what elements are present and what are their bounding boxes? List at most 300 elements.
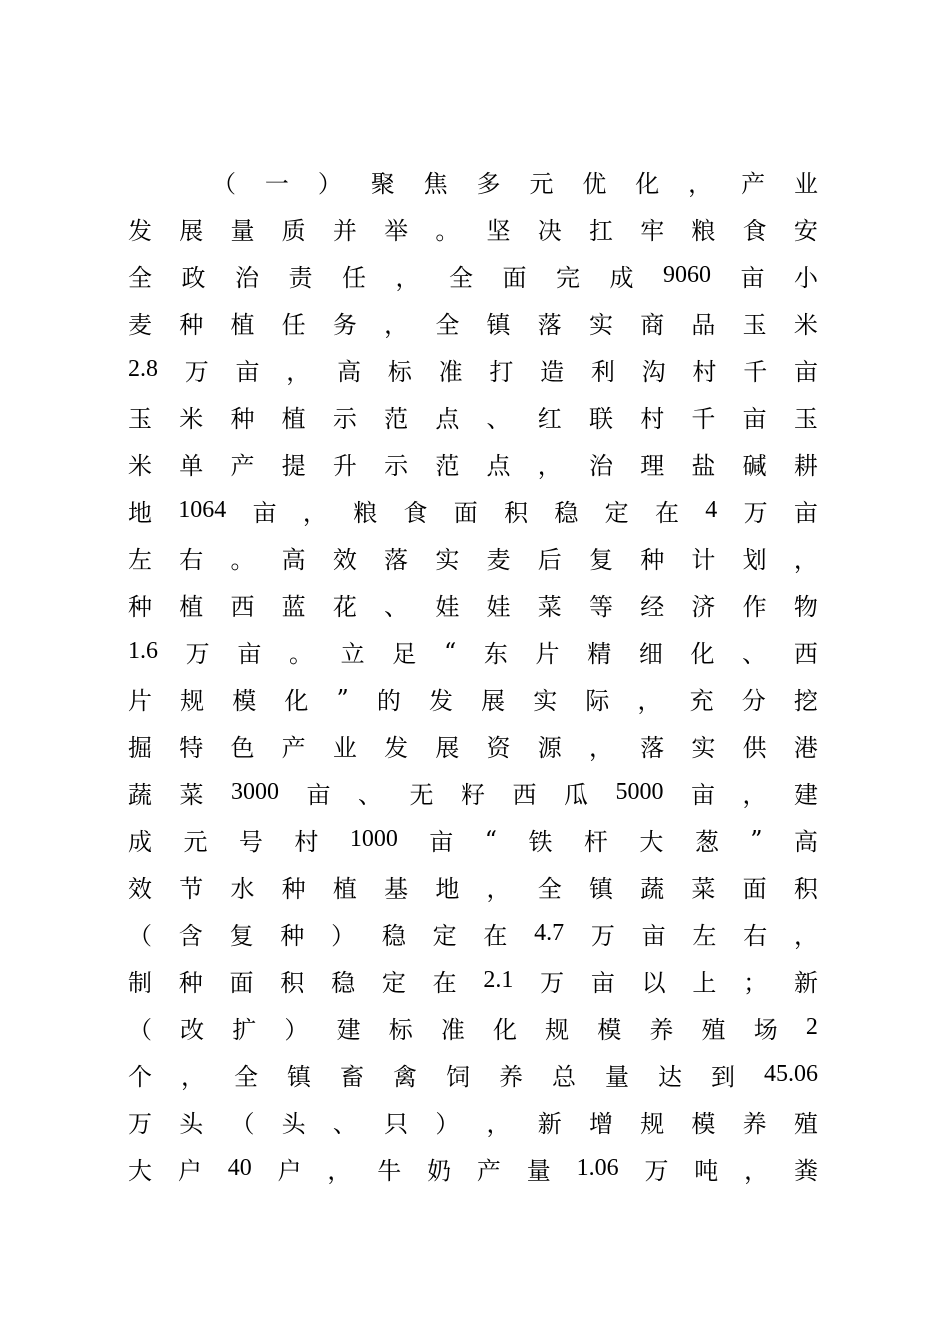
text-token: 的 [376, 687, 401, 715]
text-token: 东 [483, 640, 508, 668]
text-token: 掘 [128, 734, 152, 762]
text-token: 万 [644, 1157, 669, 1185]
text-token: 产 [281, 734, 306, 762]
text-token: 产 [741, 170, 766, 198]
text-token: 菜 [537, 593, 562, 621]
text-token: 量 [526, 1157, 551, 1185]
text-token: 千 [691, 405, 716, 433]
text-token: 麦 [486, 546, 511, 574]
text-token: 片 [535, 640, 560, 668]
text-token: 种 [640, 546, 665, 574]
text-token: 亩 [429, 828, 454, 856]
text-token: 在 [654, 499, 679, 527]
text-line [128, 205, 818, 252]
text-token: 禽 [393, 1063, 417, 1091]
text-token: 际 [585, 687, 610, 715]
text-token: ， [384, 311, 409, 339]
text-token: 在 [432, 969, 457, 997]
text-token: 积 [504, 499, 529, 527]
text-token: 扩 [232, 1016, 257, 1044]
text-token: 杆 [583, 828, 608, 856]
text-token: 作 [742, 593, 767, 621]
text-token: 户 [277, 1157, 302, 1185]
text-token: 户 [177, 1157, 202, 1185]
text-token: 务 [332, 311, 357, 339]
text-token: 充 [689, 687, 714, 715]
text-token: 责 [288, 264, 313, 292]
text-token: ， [537, 452, 562, 480]
text-token: 场 [753, 1016, 778, 1044]
text-token: 化 [690, 640, 715, 668]
text-token: 利 [590, 358, 615, 386]
text-token: 准 [438, 358, 463, 386]
text-token: 展 [179, 217, 204, 245]
text-token: 多 [476, 170, 501, 198]
text-token: （ [128, 1016, 152, 1044]
text-token: ， [327, 1157, 352, 1185]
text-token: 规 [180, 687, 205, 715]
text-token: ， [395, 264, 420, 292]
text-token: 量 [605, 1063, 629, 1091]
text-token: 特 [179, 734, 204, 762]
text-token: 村 [692, 358, 717, 386]
text-token: 以 [641, 969, 666, 997]
text-token: 基 [384, 875, 409, 903]
text-token: 等 [588, 593, 613, 621]
text-token: 规 [545, 1016, 570, 1044]
text-token: 40 [227, 1155, 252, 1181]
text-token: （ [230, 1110, 255, 1138]
text-token: 模 [232, 687, 257, 715]
text-token: 粪 [793, 1157, 818, 1185]
text-token: 头 [179, 1110, 204, 1138]
text-token: 立 [340, 640, 365, 668]
text-token: 畜 [340, 1063, 364, 1091]
text-token: 蔬 [128, 781, 152, 809]
text-token: 殖 [793, 1110, 818, 1138]
text-token: 葱 [694, 828, 719, 856]
text-line [128, 534, 818, 581]
text-token: 聚 [370, 170, 395, 198]
text-token: 蓝 [281, 593, 306, 621]
text-token: 稳 [331, 969, 356, 997]
text-token: 2.8 [128, 356, 158, 382]
text-token: 。 [230, 546, 255, 574]
text-token: 示 [332, 405, 357, 433]
text-token: 亩 [306, 781, 331, 809]
text-token: 定 [432, 922, 457, 950]
text-token: 发 [384, 734, 409, 762]
text-token: 亩 [237, 640, 262, 668]
text-token: 并 [332, 217, 357, 245]
text-token: 计 [691, 546, 716, 574]
text-token: 效 [128, 875, 152, 903]
text-token: 全 [128, 264, 152, 292]
text-token: 足 [392, 640, 417, 668]
text-token: 细 [638, 640, 663, 668]
text-line [128, 769, 818, 816]
text-token: 积 [793, 875, 818, 903]
text-token: 。 [435, 217, 460, 245]
text-token: 济 [691, 593, 716, 621]
text-token: 展 [435, 734, 460, 762]
text-token: 标 [388, 1016, 413, 1044]
text-token: 花 [332, 593, 357, 621]
text-token: 高 [794, 828, 818, 856]
text-token: 提 [281, 452, 306, 480]
text-token: 红 [537, 405, 562, 433]
text-token: 左 [128, 546, 152, 574]
text-token: 供 [742, 734, 767, 762]
text-token: 亩 [641, 922, 666, 950]
text-token: 一 [264, 170, 289, 198]
text-token: 点 [486, 452, 511, 480]
text-token: 、 [486, 405, 511, 433]
text-token: 安 [793, 217, 818, 245]
text-token: 改 [180, 1016, 205, 1044]
text-token: 面 [742, 875, 767, 903]
text-line [128, 957, 818, 1004]
text-token: 养 [499, 1063, 523, 1091]
text-token: 发 [429, 687, 454, 715]
text-token: 万 [590, 922, 615, 950]
text-token: 娃 [435, 593, 460, 621]
text-line [128, 487, 818, 534]
text-token: 1064 [178, 497, 227, 523]
text-token: ） [331, 922, 356, 950]
text-token: 产 [230, 452, 255, 480]
text-token: 节 [179, 875, 204, 903]
text-token: 千 [743, 358, 768, 386]
text-token: 稳 [381, 922, 406, 950]
text-token: ， [793, 922, 818, 950]
text-token: 奶 [427, 1157, 452, 1185]
text-token: 牛 [377, 1157, 402, 1185]
text-token: 联 [588, 405, 613, 433]
text-token: 落 [384, 546, 409, 574]
text-line [128, 393, 818, 440]
text-token: 西 [512, 781, 537, 809]
text-token: 效 [332, 546, 357, 574]
text-token: 新 [537, 1110, 562, 1138]
text-token: 镇 [486, 311, 511, 339]
text-token: 化 [284, 687, 309, 715]
text-token: 玉 [742, 311, 767, 339]
text-token: （ [128, 922, 152, 950]
text-token: 2.1 [483, 967, 514, 993]
text-token: 建 [336, 1016, 361, 1044]
text-token: 优 [582, 170, 607, 198]
text-token: 镇 [287, 1063, 311, 1091]
text-token: 量 [230, 217, 255, 245]
text-token: 水 [230, 875, 255, 903]
text-token: 9060 [663, 262, 711, 288]
text-token: 植 [179, 593, 204, 621]
text-token: 成 [128, 828, 152, 856]
text-token: 定 [604, 499, 629, 527]
text-token: 1.6 [128, 638, 158, 664]
text-token: 碱 [742, 452, 767, 480]
text-token: 亩 [252, 499, 277, 527]
text-token: 、 [332, 1110, 357, 1138]
text-token: 亩 [793, 499, 818, 527]
text-token: 全 [449, 264, 473, 292]
text-token: 种 [179, 311, 204, 339]
text-token: 种 [128, 593, 152, 621]
text-line [128, 1004, 818, 1051]
text-token: 焦 [423, 170, 448, 198]
text-token: ） [284, 1016, 309, 1044]
text-token: ， [181, 1063, 205, 1091]
text-token: 面 [502, 264, 527, 292]
text-token: 定 [381, 969, 406, 997]
text-token: 大 [128, 1157, 152, 1185]
text-token: 全 [234, 1063, 258, 1091]
text-token: 实 [435, 546, 460, 574]
text-token: 规 [640, 1110, 665, 1138]
text-token: 万 [540, 969, 565, 997]
text-token: 政 [181, 264, 206, 292]
text-token: 地 [435, 875, 460, 903]
text-token: 源 [537, 734, 562, 762]
text-token: 范 [435, 452, 460, 480]
text-token: 物 [793, 593, 818, 621]
text-token: 业 [793, 170, 818, 198]
text-token: 制 [128, 969, 152, 997]
text-token: 玉 [793, 405, 818, 433]
text-token: 单 [179, 452, 204, 480]
text-token: 籽 [461, 781, 485, 809]
text-token: “ [484, 825, 497, 854]
text-line [128, 675, 818, 722]
text-token: 展 [481, 687, 506, 715]
text-line [128, 863, 818, 910]
text-token: 铁 [528, 828, 553, 856]
body-paragraph [128, 158, 818, 1192]
text-token: ” [336, 684, 349, 713]
text-token: 落 [640, 734, 665, 762]
text-token: ， [302, 499, 327, 527]
text-token: 村 [294, 828, 319, 856]
text-token: 盐 [691, 452, 716, 480]
text-token: 落 [537, 311, 562, 339]
text-token: 头 [281, 1110, 306, 1138]
text-token: 实 [691, 734, 716, 762]
text-token: 种 [280, 922, 305, 950]
text-token: ， [688, 170, 713, 198]
text-token: 瓜 [564, 781, 588, 809]
text-token: 后 [537, 546, 562, 574]
text-token: 4 [705, 497, 718, 523]
text-token: 4.7 [534, 920, 565, 946]
text-token: 色 [230, 734, 255, 762]
text-token: 发 [128, 217, 152, 245]
text-token: 无 [409, 781, 434, 809]
text-token: 积 [280, 969, 305, 997]
text-token: 西 [230, 593, 255, 621]
text-token: 种 [281, 875, 306, 903]
text-token: ； [743, 969, 768, 997]
text-line [128, 910, 818, 957]
text-token: 商 [640, 311, 665, 339]
text-token: 亩 [235, 358, 260, 386]
text-token: 左 [692, 922, 717, 950]
text-token: 到 [711, 1063, 735, 1091]
text-token: 复 [588, 546, 613, 574]
text-token: 1000 [349, 826, 398, 852]
text-token: 含 [178, 922, 203, 950]
text-token: 亩 [793, 358, 818, 386]
text-token: 范 [384, 405, 409, 433]
text-token: 标 [387, 358, 412, 386]
text-token: 牢 [640, 217, 665, 245]
text-line [128, 581, 818, 628]
text-token: 业 [332, 734, 357, 762]
text-line [128, 346, 818, 393]
text-token: 食 [742, 217, 767, 245]
text-token: 造 [540, 358, 565, 386]
text-token: 养 [649, 1016, 674, 1044]
text-token: 片 [128, 687, 152, 715]
text-token: 坚 [486, 217, 511, 245]
text-token: 5000 [615, 779, 664, 805]
text-token: ） [317, 170, 342, 198]
text-token: 决 [537, 217, 562, 245]
text-token: 分 [741, 687, 766, 715]
text-token: ， [588, 734, 613, 762]
text-token: 打 [489, 358, 514, 386]
text-token: 品 [691, 311, 716, 339]
text-token: 植 [230, 311, 255, 339]
text-token: 复 [229, 922, 254, 950]
text-token: 养 [742, 1110, 767, 1138]
text-token: 全 [537, 875, 562, 903]
text-token: 上 [692, 969, 717, 997]
text-token: 成 [609, 264, 634, 292]
text-token: 玉 [128, 405, 152, 433]
text-token: 万 [184, 358, 209, 386]
text-token: 元 [529, 170, 554, 198]
text-token: 升 [332, 452, 357, 480]
text-token: 举 [384, 217, 409, 245]
text-token: 麦 [128, 311, 152, 339]
text-token: （ [212, 170, 236, 198]
text-line [128, 440, 818, 487]
text-token: 挖 [793, 687, 818, 715]
text-token: 菜 [179, 781, 204, 809]
text-token: 港 [793, 734, 818, 762]
text-token: 高 [337, 358, 362, 386]
text-token: 治 [235, 264, 259, 292]
text-token: 45.06 [764, 1061, 818, 1087]
text-token: 娃 [486, 593, 511, 621]
text-token: ， [286, 358, 311, 386]
text-token: 亩 [590, 969, 615, 997]
text-token: 亩 [742, 405, 767, 433]
text-token: 元 [183, 828, 208, 856]
text-token: 植 [332, 875, 357, 903]
text-token: 新 [793, 969, 818, 997]
text-token: 吨 [694, 1157, 719, 1185]
text-token: ， [742, 781, 767, 809]
text-token: ， [637, 687, 662, 715]
text-token: 准 [440, 1016, 465, 1044]
text-token: 大 [639, 828, 664, 856]
text-token: 面 [453, 499, 478, 527]
text-token: 西 [793, 640, 818, 668]
text-line [128, 722, 818, 769]
text-line [128, 1145, 818, 1192]
text-token: 全 [435, 311, 460, 339]
text-token: 米 [793, 311, 818, 339]
text-line [128, 158, 818, 205]
text-line [128, 1051, 818, 1098]
text-token: 高 [281, 546, 306, 574]
text-token: 稳 [554, 499, 579, 527]
text-token: 镇 [588, 875, 613, 903]
text-token: 粮 [691, 217, 716, 245]
text-token: 耕 [793, 452, 818, 480]
text-token: 饲 [446, 1063, 470, 1091]
text-token: ） [435, 1110, 460, 1138]
text-token: 扛 [588, 217, 613, 245]
text-token: 经 [640, 593, 665, 621]
text-token: 模 [691, 1110, 716, 1138]
text-token: 、 [358, 781, 382, 809]
text-token: 只 [384, 1110, 409, 1138]
text-token: 万 [128, 1110, 152, 1138]
text-token: 精 [587, 640, 612, 668]
text-token: 菜 [691, 875, 716, 903]
text-token: 沟 [641, 358, 666, 386]
text-token: 划 [742, 546, 767, 574]
text-token: 万 [185, 640, 210, 668]
text-token: 、 [384, 593, 409, 621]
text-token: 建 [794, 781, 818, 809]
text-line [128, 816, 818, 863]
text-token: 实 [588, 311, 613, 339]
text-token: 种 [178, 969, 203, 997]
text-line [128, 299, 818, 346]
text-token: “ [443, 637, 457, 666]
text-token: 增 [588, 1110, 613, 1138]
text-line [128, 252, 818, 299]
text-token: 资 [486, 734, 511, 762]
text-token: 个 [128, 1063, 152, 1091]
text-token: 模 [597, 1016, 622, 1044]
text-token: 食 [403, 499, 428, 527]
text-token: 点 [435, 405, 460, 433]
text-token: 质 [281, 217, 306, 245]
text-token: ” [750, 825, 763, 854]
text-token: 、 [742, 640, 767, 668]
text-token: 村 [640, 405, 665, 433]
text-line [128, 1098, 818, 1145]
text-token: 亩 [691, 781, 715, 809]
text-token: 2 [805, 1014, 818, 1040]
text-token: ， [793, 546, 818, 574]
text-token: 号 [238, 828, 263, 856]
text-token: ， [744, 1157, 769, 1185]
text-token: ， [486, 875, 511, 903]
text-token: 地 [128, 499, 152, 527]
text-token: 万 [743, 499, 768, 527]
text-token: 右 [179, 546, 204, 574]
text-token: 实 [533, 687, 558, 715]
text-line [128, 628, 818, 675]
text-token: 示 [384, 452, 409, 480]
text-token: 小 [794, 264, 818, 292]
